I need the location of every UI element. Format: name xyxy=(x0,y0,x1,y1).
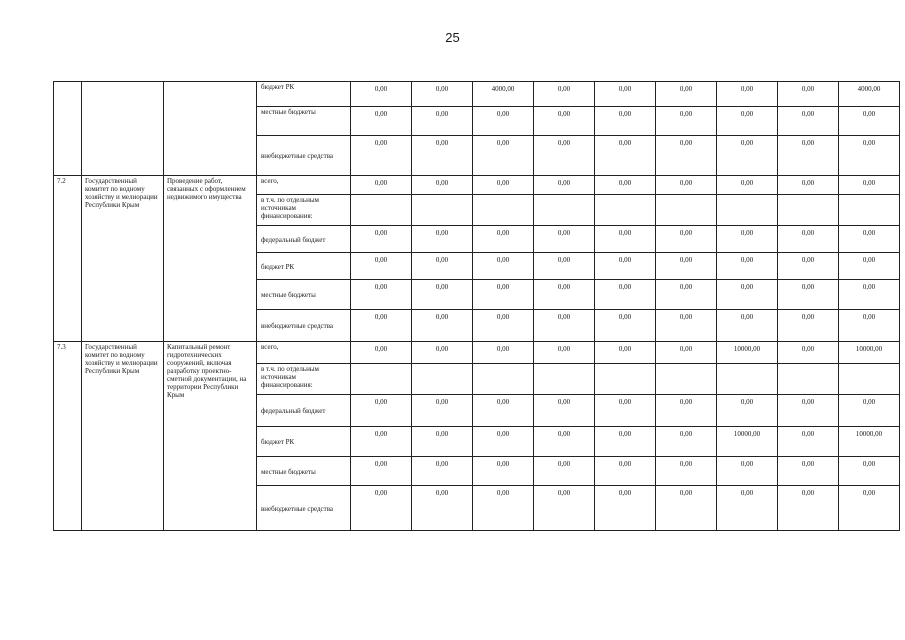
responsible-agency: Государственный комитет по водному хозяйству и мелиорации Республики Крым xyxy=(82,176,164,342)
amount-cell: 0,00 xyxy=(412,457,473,486)
amount-cell xyxy=(778,195,839,226)
amount-cell: 0,00 xyxy=(595,427,656,457)
amount-cell: 0,00 xyxy=(778,486,839,531)
amount-cell: 0,00 xyxy=(656,82,717,107)
amount-cell: 0,00 xyxy=(534,107,595,136)
amount-cell: 0,00 xyxy=(778,280,839,310)
amount-cell: 0,00 xyxy=(656,253,717,280)
amount-cell: 0,00 xyxy=(351,226,412,253)
amount-cell: 0,00 xyxy=(412,107,473,136)
amount-cell: 0,00 xyxy=(839,253,900,280)
amount-cell: 0,00 xyxy=(778,342,839,364)
amount-cell: 0,00 xyxy=(412,486,473,531)
amount-cell: 0,00 xyxy=(351,253,412,280)
funding-source: внебюджетные средства xyxy=(257,486,351,531)
amount-cell: 0,00 xyxy=(656,395,717,427)
amount-cell: 0,00 xyxy=(717,486,778,531)
amount-cell: 0,00 xyxy=(717,107,778,136)
amount-cell: 4000,00 xyxy=(473,82,534,107)
amount-cell xyxy=(351,195,412,226)
amount-cell xyxy=(778,364,839,395)
amount-cell: 0,00 xyxy=(717,457,778,486)
amount-cell: 0,00 xyxy=(412,342,473,364)
amount-cell xyxy=(656,364,717,395)
amount-cell: 0,00 xyxy=(534,342,595,364)
amount-cell: 0,00 xyxy=(412,427,473,457)
amount-cell xyxy=(595,195,656,226)
funding-source: внебюджетные средства xyxy=(257,310,351,342)
row-code: 7.2 xyxy=(54,176,82,342)
amount-cell: 0,00 xyxy=(717,136,778,176)
amount-cell: 0,00 xyxy=(351,136,412,176)
amount-cell: 0,00 xyxy=(595,226,656,253)
amount-cell: 0,00 xyxy=(717,253,778,280)
row-code xyxy=(54,82,82,176)
amount-cell: 0,00 xyxy=(534,226,595,253)
amount-cell: 0,00 xyxy=(717,226,778,253)
funding-source: бюджет РК xyxy=(257,82,351,107)
amount-cell: 0,00 xyxy=(595,486,656,531)
amount-cell: 0,00 xyxy=(534,136,595,176)
amount-cell: 0,00 xyxy=(473,486,534,531)
amount-cell xyxy=(473,195,534,226)
amount-cell xyxy=(595,364,656,395)
amount-cell: 0,00 xyxy=(717,176,778,195)
funding-source: бюджет РК xyxy=(257,253,351,280)
responsible-agency: Государственный комитет по водному хозяйству и мелиорации Республики Крым xyxy=(82,342,164,531)
amount-cell: 0,00 xyxy=(351,427,412,457)
amount-cell: 0,00 xyxy=(534,310,595,342)
funding-source: в т.ч. по отдельным источникам финансирования: xyxy=(257,195,351,226)
amount-cell: 0,00 xyxy=(778,310,839,342)
amount-cell: 0,00 xyxy=(839,136,900,176)
amount-cell: 0,00 xyxy=(534,395,595,427)
amount-cell: 0,00 xyxy=(595,176,656,195)
amount-cell: 0,00 xyxy=(595,253,656,280)
page-number: 25 xyxy=(445,30,460,45)
amount-cell: 10000,00 xyxy=(839,342,900,364)
amount-cell: 0,00 xyxy=(595,457,656,486)
amount-cell: 10000,00 xyxy=(717,342,778,364)
table-body xyxy=(54,82,900,531)
amount-cell: 0,00 xyxy=(473,342,534,364)
amount-cell: 0,00 xyxy=(656,176,717,195)
amount-cell: 0,00 xyxy=(351,176,412,195)
amount-cell: 0,00 xyxy=(656,226,717,253)
amount-cell: 0,00 xyxy=(412,310,473,342)
amount-cell: 0,00 xyxy=(778,107,839,136)
amount-cell: 0,00 xyxy=(473,457,534,486)
amount-cell xyxy=(412,364,473,395)
amount-cell xyxy=(473,364,534,395)
funding-source: в т.ч. по отдельным источникам финансирования: xyxy=(257,364,351,395)
amount-cell: 0,00 xyxy=(473,395,534,427)
activity-name xyxy=(164,82,257,176)
amount-cell: 0,00 xyxy=(778,427,839,457)
funding-source: местные бюджеты xyxy=(257,107,351,136)
amount-cell: 0,00 xyxy=(473,136,534,176)
amount-cell: 0,00 xyxy=(351,107,412,136)
amount-cell: 0,00 xyxy=(534,486,595,531)
amount-cell: 0,00 xyxy=(717,82,778,107)
amount-cell: 0,00 xyxy=(351,82,412,107)
amount-cell: 0,00 xyxy=(473,280,534,310)
amount-cell: 0,00 xyxy=(412,226,473,253)
amount-cell: 0,00 xyxy=(595,342,656,364)
funding-source: федеральный бюджет xyxy=(257,226,351,253)
amount-cell: 10000,00 xyxy=(839,427,900,457)
funding-source: внебюджетные средства xyxy=(257,136,351,176)
amount-cell: 0,00 xyxy=(473,107,534,136)
amount-cell: 0,00 xyxy=(351,395,412,427)
amount-cell: 0,00 xyxy=(595,82,656,107)
amount-cell: 0,00 xyxy=(656,342,717,364)
amount-cell: 0,00 xyxy=(412,395,473,427)
amount-cell: 0,00 xyxy=(534,176,595,195)
amount-cell: 0,00 xyxy=(839,107,900,136)
amount-cell: 0,00 xyxy=(534,82,595,107)
amount-cell: 0,00 xyxy=(473,226,534,253)
activity-name: Капитальный ремонт гидротехнических сооружений, включая разработку проектно-сметной документации, на территории Республики Крым xyxy=(164,342,257,531)
amount-cell: 0,00 xyxy=(717,395,778,427)
funding-source: местные бюджеты xyxy=(257,457,351,486)
table-row xyxy=(54,82,900,107)
amount-cell: 0,00 xyxy=(412,253,473,280)
row-code: 7.3 xyxy=(54,342,82,531)
amount-cell: 0,00 xyxy=(351,486,412,531)
amount-cell: 0,00 xyxy=(717,280,778,310)
amount-cell: 0,00 xyxy=(473,176,534,195)
amount-cell: 0,00 xyxy=(534,280,595,310)
amount-cell: 0,00 xyxy=(351,457,412,486)
amount-cell: 0,00 xyxy=(412,82,473,107)
funding-source: бюджет РК xyxy=(257,427,351,457)
amount-cell: 0,00 xyxy=(778,176,839,195)
amount-cell: 0,00 xyxy=(595,395,656,427)
funding-source: всего, xyxy=(257,342,351,364)
responsible-agency xyxy=(82,82,164,176)
amount-cell: 0,00 xyxy=(839,280,900,310)
amount-cell: 4000,00 xyxy=(839,82,900,107)
amount-cell xyxy=(839,195,900,226)
amount-cell xyxy=(656,195,717,226)
amount-cell: 0,00 xyxy=(473,427,534,457)
amount-cell: 0,00 xyxy=(351,310,412,342)
amount-cell: 0,00 xyxy=(839,395,900,427)
amount-cell: 0,00 xyxy=(778,457,839,486)
amount-cell: 0,00 xyxy=(595,280,656,310)
amount-cell: 0,00 xyxy=(839,226,900,253)
amount-cell: 0,00 xyxy=(351,342,412,364)
amount-cell: 0,00 xyxy=(656,427,717,457)
amount-cell: 0,00 xyxy=(595,310,656,342)
amount-cell: 0,00 xyxy=(473,310,534,342)
funding-source: местные бюджеты xyxy=(257,280,351,310)
amount-cell: 0,00 xyxy=(351,280,412,310)
funding-source: всего, xyxy=(257,176,351,195)
amount-cell: 0,00 xyxy=(656,107,717,136)
amount-cell: 0,00 xyxy=(595,107,656,136)
amount-cell: 0,00 xyxy=(473,253,534,280)
amount-cell: 0,00 xyxy=(412,176,473,195)
amount-cell: 0,00 xyxy=(656,486,717,531)
amount-cell xyxy=(839,364,900,395)
amount-cell: 0,00 xyxy=(412,136,473,176)
activity-name: Проведение работ, связанных с оформлением недвижимого имущества xyxy=(164,176,257,342)
amount-cell xyxy=(717,195,778,226)
amount-cell: 0,00 xyxy=(595,136,656,176)
amount-cell: 10000,00 xyxy=(717,427,778,457)
amount-cell: 0,00 xyxy=(656,457,717,486)
amount-cell: 0,00 xyxy=(839,176,900,195)
table-row xyxy=(54,176,900,195)
amount-cell: 0,00 xyxy=(839,457,900,486)
amount-cell: 0,00 xyxy=(778,136,839,176)
amount-cell xyxy=(412,195,473,226)
amount-cell: 0,00 xyxy=(778,253,839,280)
amount-cell: 0,00 xyxy=(534,457,595,486)
amount-cell: 0,00 xyxy=(778,226,839,253)
amount-cell: 0,00 xyxy=(839,310,900,342)
budget-table xyxy=(53,81,900,531)
amount-cell: 0,00 xyxy=(412,280,473,310)
amount-cell: 0,00 xyxy=(778,395,839,427)
amount-cell: 0,00 xyxy=(717,310,778,342)
amount-cell: 0,00 xyxy=(656,136,717,176)
amount-cell xyxy=(534,364,595,395)
table-row xyxy=(54,342,900,364)
amount-cell: 0,00 xyxy=(839,486,900,531)
amount-cell xyxy=(351,364,412,395)
amount-cell xyxy=(534,195,595,226)
amount-cell xyxy=(717,364,778,395)
amount-cell: 0,00 xyxy=(534,427,595,457)
amount-cell: 0,00 xyxy=(656,280,717,310)
amount-cell: 0,00 xyxy=(778,82,839,107)
funding-source: федеральный бюджет xyxy=(257,395,351,427)
amount-cell: 0,00 xyxy=(656,310,717,342)
amount-cell: 0,00 xyxy=(534,253,595,280)
